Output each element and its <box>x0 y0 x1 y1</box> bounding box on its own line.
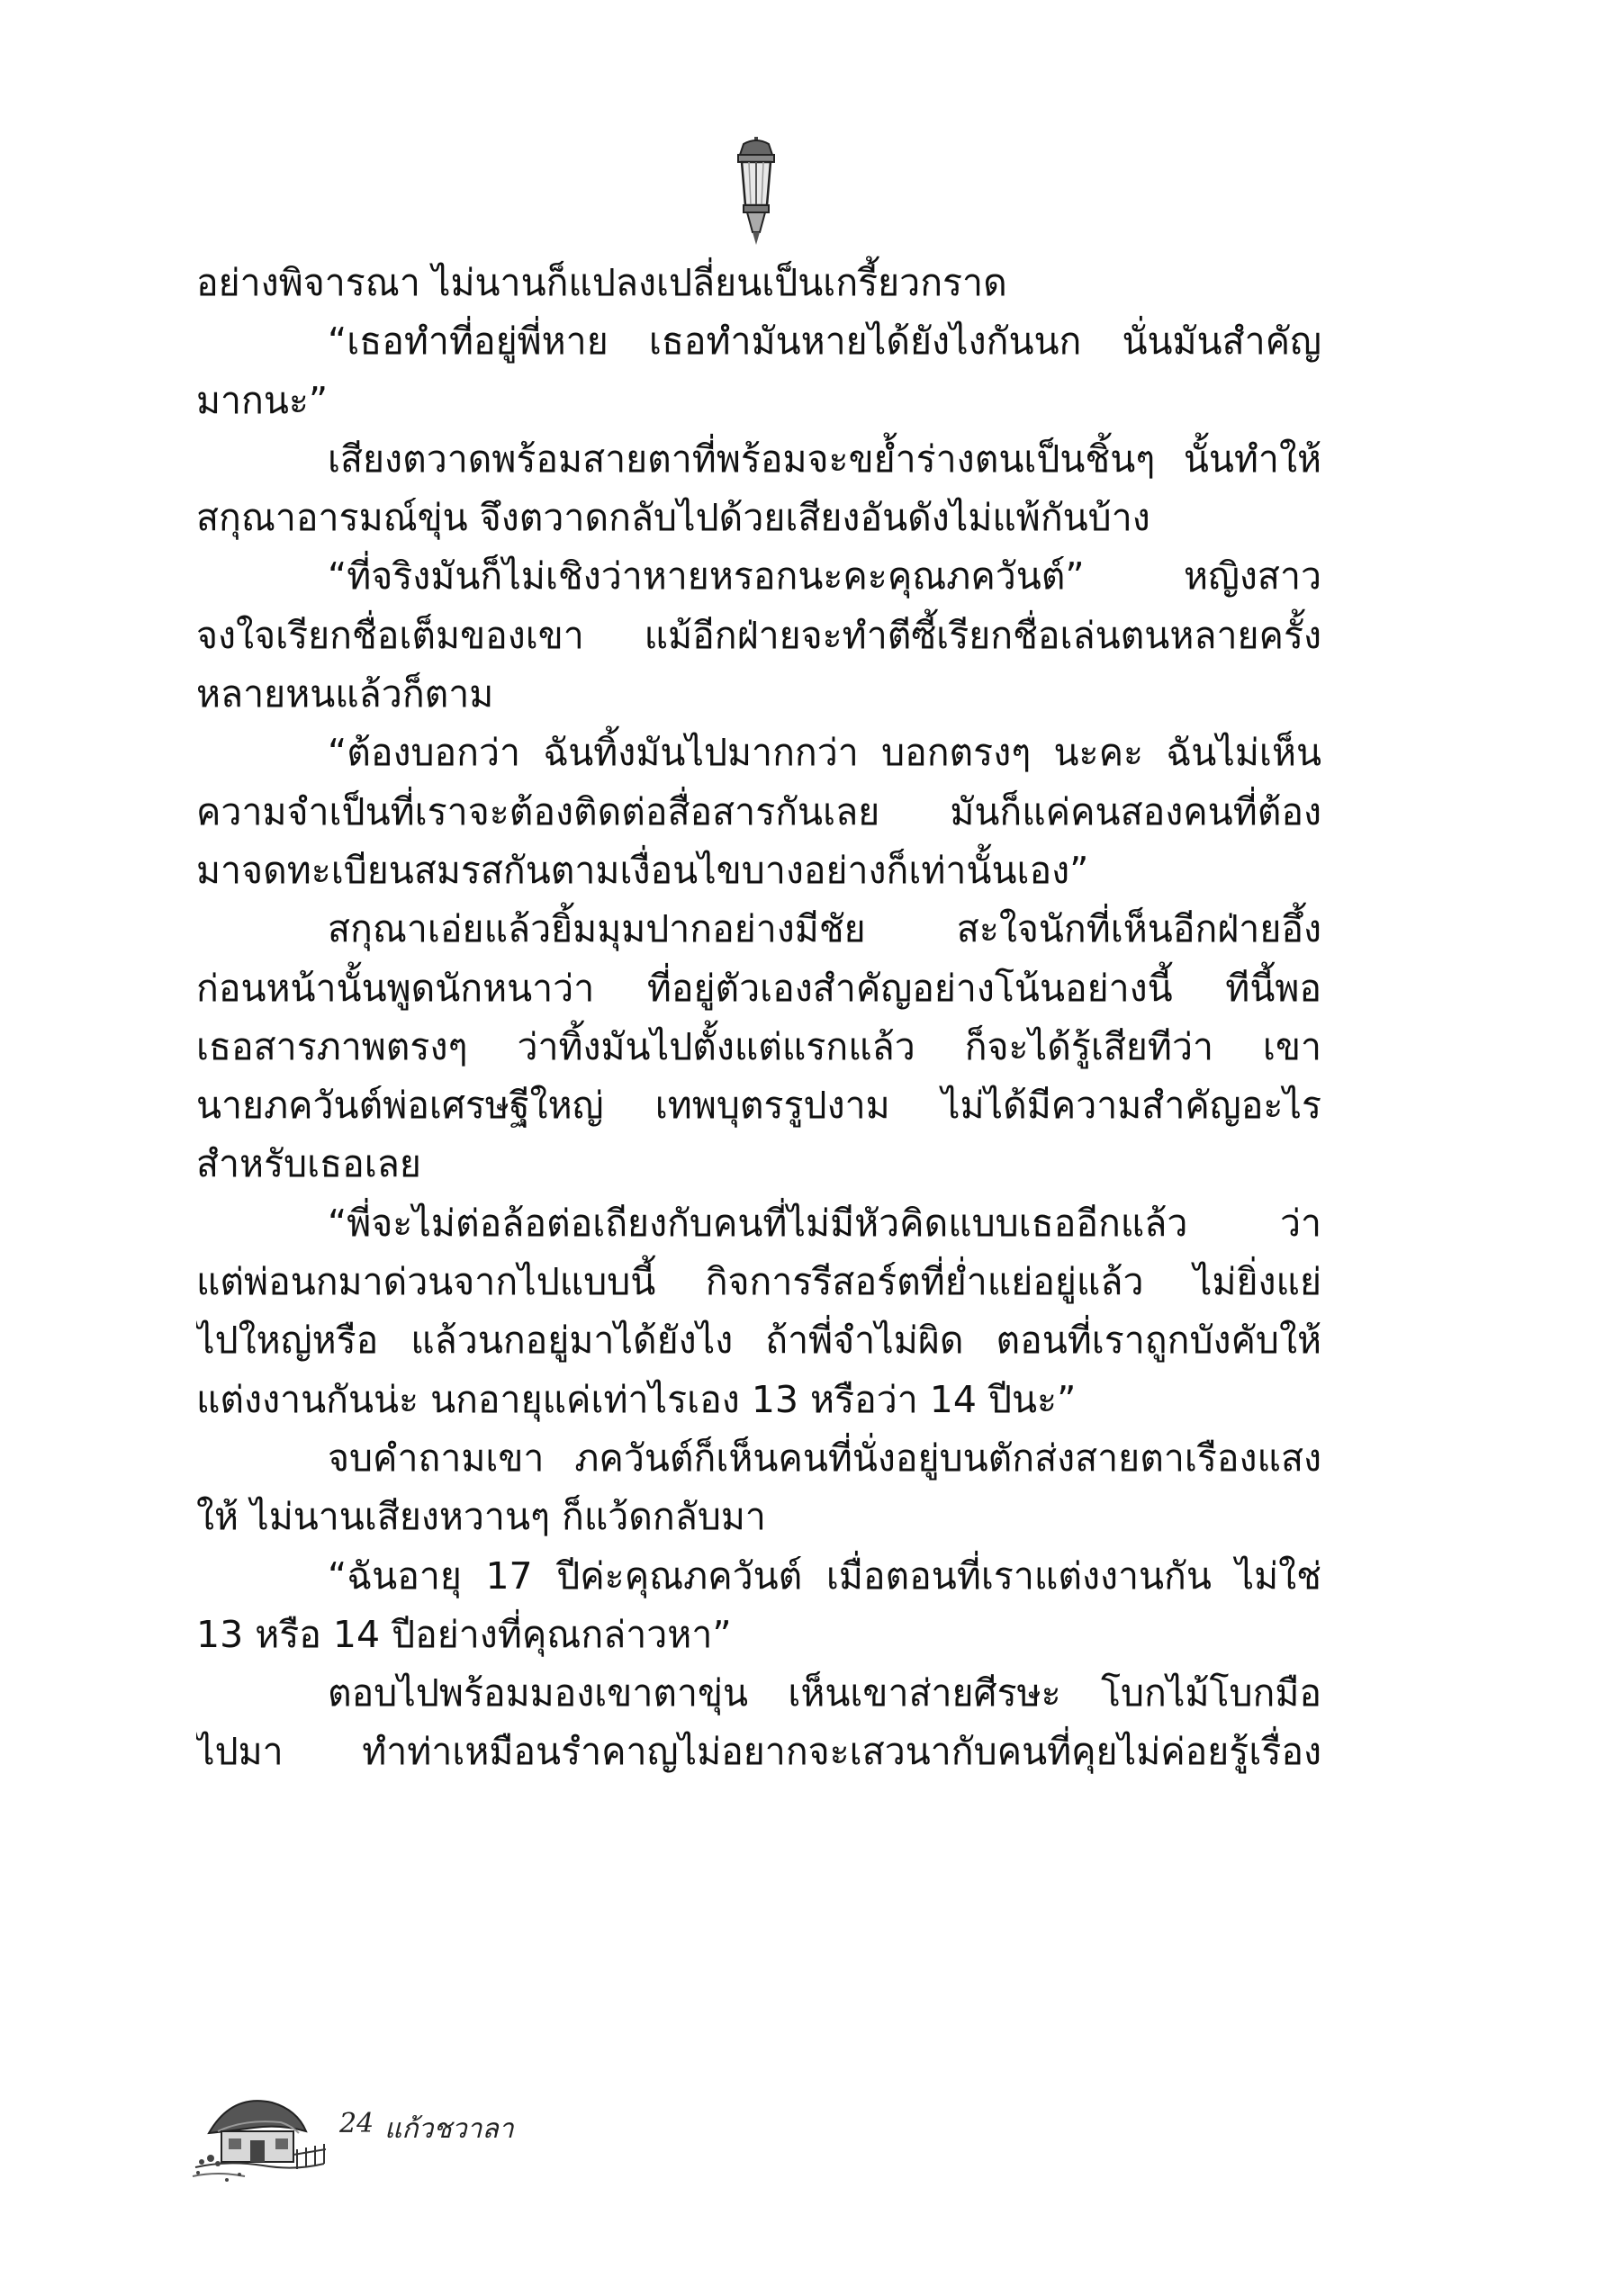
text-line: สำหรับเธอเลย <box>196 1142 421 1186</box>
text-line: ไปใหญ่หรือ แล้วนกอยู่มาได้ยังไง ถ้าพี่จำไม่ผิด ตอนที่เราถูกบังคับให้ <box>196 1319 1321 1363</box>
text-line: ให้ ไม่นานเสียงหวานๆ ก็แว้ดกลับมา <box>196 1495 766 1539</box>
page-number: 24 <box>339 2108 374 2139</box>
text-line: แต่งงานกันน่ะ นกอายุแค่เท่าไรเอง 13 หรือว่า 14 ปีนะ” <box>196 1377 1077 1421</box>
text-line: “ที่จริงมันก็ไม่เชิงว่าหายหรอกนะคะคุณภควันต์” หญิงสาว <box>328 554 1321 599</box>
text-line: ก่อนหน้านั้นพูดนักหนาว่า ที่อยู่ตัวเองสำคัญอย่างโน้นอย่างนี้ ทีนี้พอ <box>196 966 1321 1010</box>
text-line: “พี่จะไม่ต่อล้อต่อเถียงกับคนที่ไม่มีหัวคิดแบบเธออีกแล้ว ว่า <box>328 1201 1321 1245</box>
book-title: แก้วชวาลา <box>384 2113 514 2145</box>
lantern-icon <box>731 135 781 247</box>
text-line: ตอบไปพร้อมมองเขาตาขุ่น เห็นเขาส่ายศีรษะ โบกไม้โบกมือ <box>328 1671 1321 1715</box>
text-line: เสียงตวาดพร้อมสายตาที่พร้อมจะขย้ำร่างตนเป็นชิ้นๆ นั้นทำให้ <box>328 437 1321 481</box>
text-line: อย่างพิจารณา ไม่นานก็แปลงเปลี่ยนเป็นเกรี้ยวกราด <box>196 261 1007 304</box>
text-line: “ฉันอายุ 17 ปีค่ะคุณภควันต์ เมื่อตอนที่เราแต่งงานกัน ไม่ใช่ <box>328 1553 1321 1598</box>
body-text <box>196 254 1321 1782</box>
text-line: หลายหนแล้วก็ตาม <box>196 672 494 716</box>
text-line: มาจดทะเบียนสมรสกันตามเงื่อนไขบางอย่างก็เท่านั้นเอง” <box>196 848 1089 892</box>
text-line: “ต้องบอกว่า ฉันทิ้งมันไปมากกว่า บอกตรงๆ นะคะ ฉันไม่เห็น <box>328 731 1321 775</box>
text-line: มากนะ” <box>196 378 329 422</box>
page-footer <box>191 2086 605 2185</box>
text-line: แต่พ่อนกมาด่วนจากไปแบบนี้ กิจการรีสอร์ตที่ย่ำแย่อยู่แล้ว ไม่ยิ่งแย่ <box>196 1260 1321 1304</box>
text-line: “เธอทำที่อยู่พี่หาย เธอทำมันหายได้ยังไงกันนก นั่นมันสำคัญ <box>328 320 1321 364</box>
text-line: ความจำเป็นที่เราจะต้องติดต่อสื่อสารกันเลย มันก็แค่คนสองคนที่ต้อง <box>196 789 1321 833</box>
text-line: จบคำถามเขา ภควันต์ก็เห็นคนที่นั่งอยู่บนตักส่งสายตาเรืองแสง <box>328 1436 1321 1480</box>
text-line: สกุณาเอ่ยแล้วยิ้มมุมปากอย่างมีชัย สะใจนักที่เห็นอีกฝ่ายอึ้ง <box>328 907 1321 951</box>
text-line: 13 หรือ 14 ปีอย่างที่คุณกล่าวหา” <box>196 1612 732 1656</box>
text-line: ไปมา ทำท่าเหมือนรำคาญไม่อยากจะเสวนากับคนที่คุยไม่ค่อยรู้เรื่อง <box>196 1730 1321 1774</box>
text-line: นายภควันต์พ่อเศรษฐีใหญ่ เทพบุตรรูปงาม ไม่ได้มีความสำคัญอะไร <box>196 1084 1321 1128</box>
cottage-icon <box>191 2086 326 2185</box>
text-line: สกุณาอารมณ์ขุ่น จึงตวาดกลับไปด้วยเสียงอันดังไม่แพ้กันบ้าง <box>196 496 1150 540</box>
text-line: จงใจเรียกชื่อเต็มของเขา แม้อีกฝ่ายจะทำตีซี้เรียกชื่อเล่นตนหลายครั้ง <box>196 613 1321 657</box>
text-line: เธอสารภาพตรงๆ ว่าทิ้งมันไปตั้งแต่แรกแล้ว ก็จะได้รู้เสียทีว่า เขา <box>196 1024 1321 1068</box>
